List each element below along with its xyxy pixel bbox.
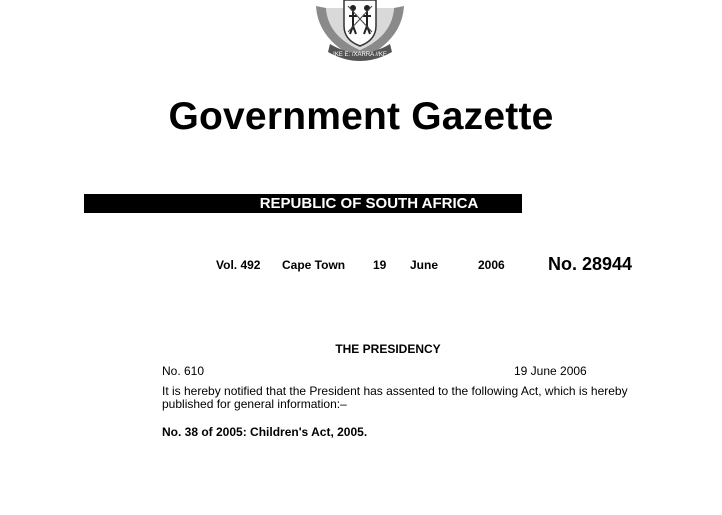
issue-number: No. 28944 [548, 254, 633, 274]
notice-date: 19 June 2006 [514, 364, 587, 378]
crest-motto: !KE E: /XARRA //KE [333, 52, 387, 58]
issue-city: Cape Town [282, 258, 346, 272]
act-title: No. 38 of 2005: Children's Act, 2005. [162, 425, 368, 439]
notice-number: No. 610 [162, 364, 205, 378]
gazette-title: Government Gazette [168, 95, 554, 138]
coat-of-arms-icon [308, 0, 412, 64]
issue-day: 19 [373, 258, 387, 272]
issue-volume: Vol. 492 [216, 258, 261, 272]
department-heading: THE PRESIDENCY [335, 342, 441, 356]
issue-year: 2006 [478, 258, 505, 272]
country-banner-text: REPUBLIC OF SOUTH AFRICA [259, 195, 479, 212]
issue-month: June [410, 258, 439, 272]
notice-body: It is hereby notified that the President has assented to the following Act, which is hereby published for general information:– [162, 384, 628, 411]
